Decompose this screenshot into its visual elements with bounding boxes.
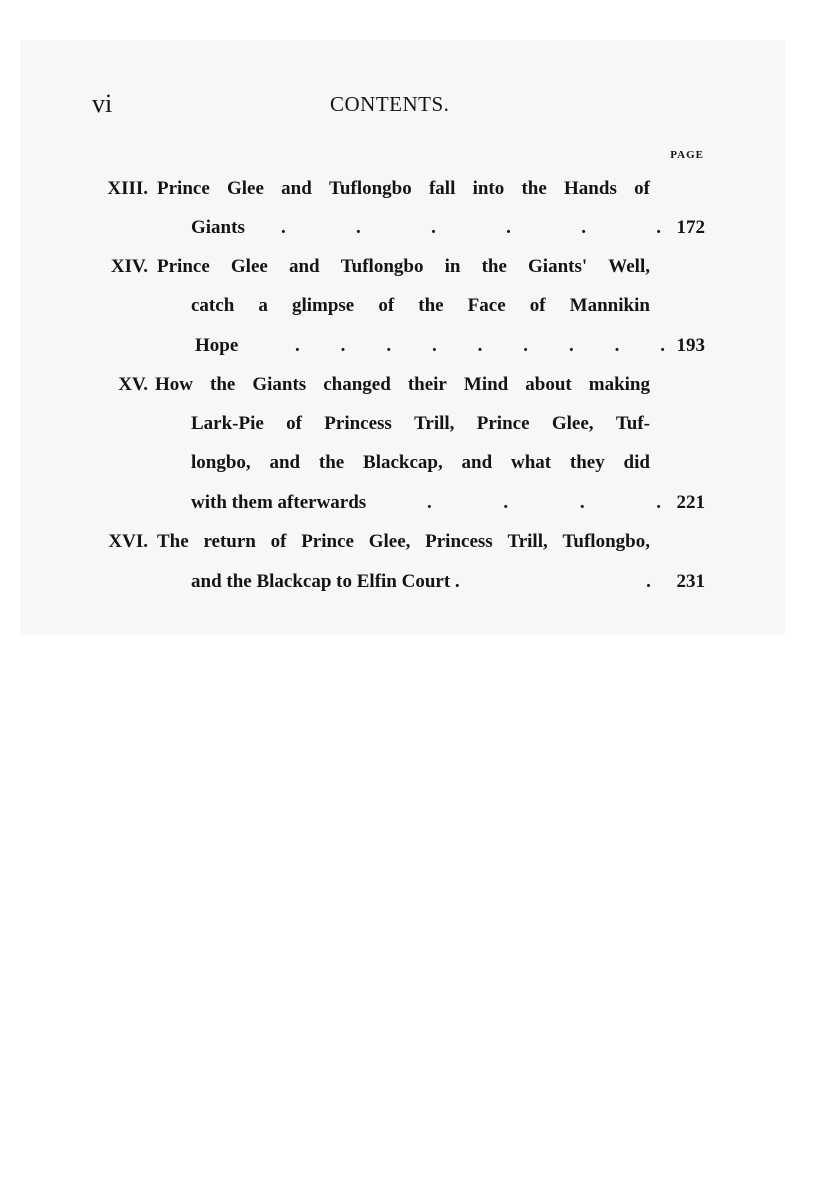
word: Glee,: [368, 531, 411, 552]
word: changed: [323, 374, 391, 395]
page-ref: 231: [676, 571, 705, 592]
word: Prince: [157, 256, 210, 277]
word: they: [569, 452, 605, 473]
word: Glee: [226, 178, 264, 199]
word: return: [203, 531, 256, 552]
word: Trill,: [414, 413, 455, 434]
word: Blackcap,: [363, 452, 443, 473]
page-ref: 172: [676, 217, 705, 238]
page-ref: 193: [676, 335, 705, 356]
word: Tuflongbo: [329, 178, 412, 199]
word: into: [472, 178, 505, 199]
word: Princess: [425, 531, 493, 552]
word: Prince: [476, 413, 530, 434]
word: Tuflongbo: [340, 256, 424, 277]
contents-line: [191, 446, 650, 480]
contents-line: [191, 407, 650, 441]
page-column-label: PAGE: [670, 149, 704, 161]
word: longbo,: [191, 452, 251, 473]
contents-leader-line: [191, 211, 705, 245]
contents-leader-line: [195, 329, 705, 363]
contents-line: [157, 525, 650, 559]
word: How: [155, 374, 193, 395]
word: their: [407, 374, 447, 395]
word: Well,: [608, 256, 650, 277]
word: and: [269, 452, 301, 473]
chapter-numeral: XIV.: [110, 256, 148, 277]
entry-last-line: with them afterwards: [191, 492, 367, 513]
word: Prince: [301, 531, 354, 552]
word: what: [510, 452, 552, 473]
contents-leader-line: [191, 486, 705, 520]
page-ref: 221: [676, 492, 705, 513]
running-title: CONTENTS.: [330, 92, 450, 116]
word: Princess: [324, 413, 392, 434]
word: a: [258, 295, 268, 316]
word: Prince: [157, 178, 210, 199]
word: glimpse: [291, 295, 355, 316]
word: Trill,: [507, 531, 548, 552]
dot-leader: . . . . . .: [281, 217, 661, 238]
entry-last-line: Giants: [191, 217, 245, 238]
word: the: [521, 178, 547, 199]
word: Giants': [528, 256, 588, 277]
dot-leader: . . . .: [427, 492, 661, 513]
word: about: [525, 374, 572, 395]
dot-leader: . . . . . . . . .: [295, 335, 665, 356]
word: catch: [191, 295, 235, 316]
word: Glee: [230, 256, 268, 277]
word: Hands: [564, 178, 617, 199]
page-number: vi: [92, 89, 113, 118]
word: fall: [428, 178, 456, 199]
word: the: [481, 256, 507, 277]
word: making: [588, 374, 650, 395]
contents-line: [157, 250, 650, 284]
word: of: [270, 531, 287, 552]
chapter-numeral: XIII.: [107, 178, 148, 199]
chapter-numeral: XVI.: [108, 531, 148, 552]
word: and: [461, 452, 493, 473]
word: of: [286, 413, 302, 434]
word: the: [418, 295, 444, 316]
contents-line: [155, 368, 650, 402]
dot-leader: .: [646, 571, 651, 592]
word: Mannikin: [569, 295, 650, 316]
word: Glee,: [551, 413, 594, 434]
contents-leader-line: [191, 565, 705, 599]
word: the: [210, 374, 236, 395]
contents-line: [157, 172, 650, 206]
contents-line: [191, 289, 650, 323]
word: Tuflongbo,: [562, 531, 650, 552]
word: The: [157, 531, 189, 552]
word: Lark-Pie: [191, 413, 264, 434]
running-head: [92, 84, 492, 124]
entry-last-line: and the Blackcap to Elfin Court .: [191, 571, 460, 592]
entry-last-line: Hope: [195, 335, 239, 356]
word: the: [318, 452, 345, 473]
word: in: [444, 256, 461, 277]
word: and: [281, 178, 312, 199]
word: and: [288, 256, 320, 277]
word: of: [634, 178, 650, 199]
word: of: [378, 295, 395, 316]
word: did: [623, 452, 650, 473]
word: Mind: [463, 374, 509, 395]
chapter-numeral: XV.: [118, 374, 148, 395]
word: Giants: [252, 374, 307, 395]
word: of: [529, 295, 546, 316]
word: Tuf-: [615, 413, 650, 434]
word: Face: [467, 295, 506, 316]
